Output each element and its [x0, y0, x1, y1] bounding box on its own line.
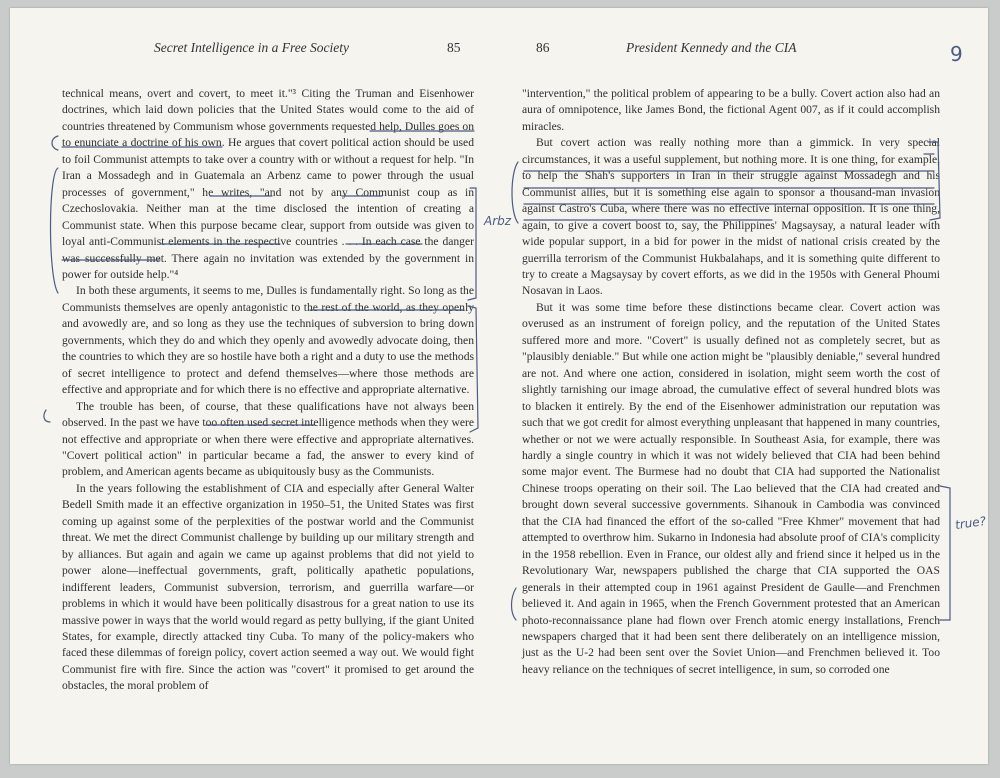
right-paragraph-2: But covert action was really nothing more than a gimmick. In very special circumstances, it was a useful supplement, but nothing more. It is one thing, for example, to help the Shah's supporters in Iran in their struggle against Mossadegh and his Communist allies, but it is something else again to sponsor a thousand-man invasion against Castro's Cuba, where there was no effective internal opposition. It is one thing, again, to give a covert boost to, say, the Philippines' Magsaysay, a natural leader with wide popular support, in a bid for power in the midst of national crisis created by the guerrilla terrorism of the Communist Hukbalahaps, and it is something quite different to try to create a Magsaysay by covert efforts, as we did in the 1950s with General Phoumi Nosavan in Laos.: [522, 136, 940, 298]
left-bracket-main: [51, 168, 59, 293]
left-page: [62, 40, 474, 695]
left-paragraph-4: In the years following the establishment of CIA and especially after General Walter Bedell Smith made it an effective organization in 1950–51, the United States was first coming up against some of the perplexities of the postwar world and the Communist threat. We met the direct Communist challenge by building up our military strength and by alliances. But again and again we came up against problems that did not yield to power alone—ineffectual governments, graft, politically apathetic populations, indifferent leaders, Communist subversion, terrorism, and guerrilla warfare—or problems in which it would have been politically disastrous for a great nation to use its massive power in ways that the world would regard as petty bullying, if the giant United States, for example, directly attacked tiny Cuba. To many of the policy-makers who faced these dilemmas of foreign policy, covert action seemed a way out. We would fight Communist fire with fire. Since the action was "covert" it promised to get around the obstacles, the moral problem of: [62, 481, 474, 693]
right-mark-parens: [512, 588, 517, 620]
right-page-number: 86: [536, 40, 550, 55]
right-margin-note: true?: [954, 513, 987, 533]
corner-page-mark: 9: [950, 42, 963, 66]
left-paragraph-3: The trouble has been, of course, that these qualifications have not always been observed. In the past we have too often used secret intelligence methods when they were not effective and appropriate or when there were effective and appropriate alternatives. "Covert political action" in particular became a fad, the answer to every kind of problem, and American agents became as ubiquitously busy as the Communists.: [62, 399, 474, 479]
right-running-title: President Kennedy and the CIA: [626, 40, 797, 55]
left-bracket-top: [52, 136, 58, 150]
scanned-sheet: [10, 8, 988, 764]
right-paragraph-1: "intervention," the political problem of appearing to be a bully. Covert action also had an aura of omnipotence, like James Bond, the fictional Agent 007, as if it could accomplish miracles.: [522, 87, 940, 133]
right-page: [522, 40, 940, 678]
left-body-text: [62, 86, 474, 695]
left-running-title: Secret Intelligence in a Free Society: [154, 40, 350, 55]
right-bracket-left: [512, 162, 518, 223]
left-running-head: [62, 40, 474, 58]
right-running-head: [522, 40, 940, 58]
left-mark-quotes: [44, 410, 50, 422]
left-margin-note: Arbz: [484, 214, 512, 228]
right-bracket-evidence: [940, 486, 950, 620]
left-paragraph-1: technical means, overt and covert, to meet it."³ Citing the Truman and Eisenhower doctrines, which laid down policies that the United States would come to the aid of countries threatened by Communism whose governments requested help, Dulles goes on to enunciate a doctrine of his own. He argues that covert political action should be used to foil Communist attempts to take over a country with or without a request for help. "In Iran a Mossadegh and in Guatemala an Arbenz came to power through the usual processes of government," he writes, "and not by any Communist coup as in Czechoslovakia. Neither man at the time disclosed the intention of creating a Communist state. When this purpose became clear, support from outside was given to loyal anti-Communist elements in the respective countries . . . In each case the danger was successfully met. There again no invitation was extended by the government in power for outside help."⁴: [62, 87, 474, 281]
left-paragraph-2: In both these arguments, it seems to me, Dulles is fundamentally right. So long as the Communists themselves are openly antagonistic to the rest of the world, as they openly and avowedly are, and so long as they use the techniques of subversion to bring down governments, which they do and which they openly and avowedly advocate doing, then the countries to which they are so hostile have both a right and a duty to use the methods of secret intelligence to protect and defend themselves—where those methods are effective and appropriate and for which there is no effective and appropriate alternative.: [62, 284, 474, 397]
right-body-text: [522, 86, 940, 678]
left-page-number: 85: [447, 40, 461, 55]
right-paragraph-3: But it was some time before these distinctions became clear. Covert action was overused as an instrument of foreign policy, and the reputation of the United States suffered more and more. "Covert" is usually defined not as completely secret, but as "plausibly deniable." But while one action might be "plausibly deniable," several hundred are not. And where one action, considered in isolation, might seem worth the cost of slightly tarnishing our image abroad, the cumulative effect of several hundred blots was to blacken it entirely. By the end of the Eisenhower administration our reputation was such that we got credit for almost everything unpleasant that happened in many countries, whether or not we were actually responsible. In Southeast Asia, for example, there was hardly a single country in which it was not widely believed that CIA had been behind some major event. The Burmese had no doubt that CIA had supported the Nationalist Chinese troops operating on their soil. The Lao believed that the CIA had created and brought down several successive governments. Sihanouk in Cambodia was convinced that the CIA had financed the effort of the so-called "Free Khmer" movement that had attempted to overthrow him. Sukarno in Indonesia had absolute proof of CIA's complicity in the 1958 rebellion. Even in France, our oldest ally and friend since it helped us in the Revolutionary War, newspapers published the charge that CIA supported the OAS generals in their attempted coup in 1961 against President de Gaulle—and Frenchmen believed it. And again in 1965, when the French Government protested that an American photo-reconnaissance plane had flown over French atomic energy installations, French newspapers charged that it had been sent there deliberately on an intelligence mission, just as the U-2 had been sent over the Soviet Union—and Frenchmen believed it. Too heavy reliance on the techniques of secret intelligence, in sum, so corroded one: [522, 300, 940, 676]
